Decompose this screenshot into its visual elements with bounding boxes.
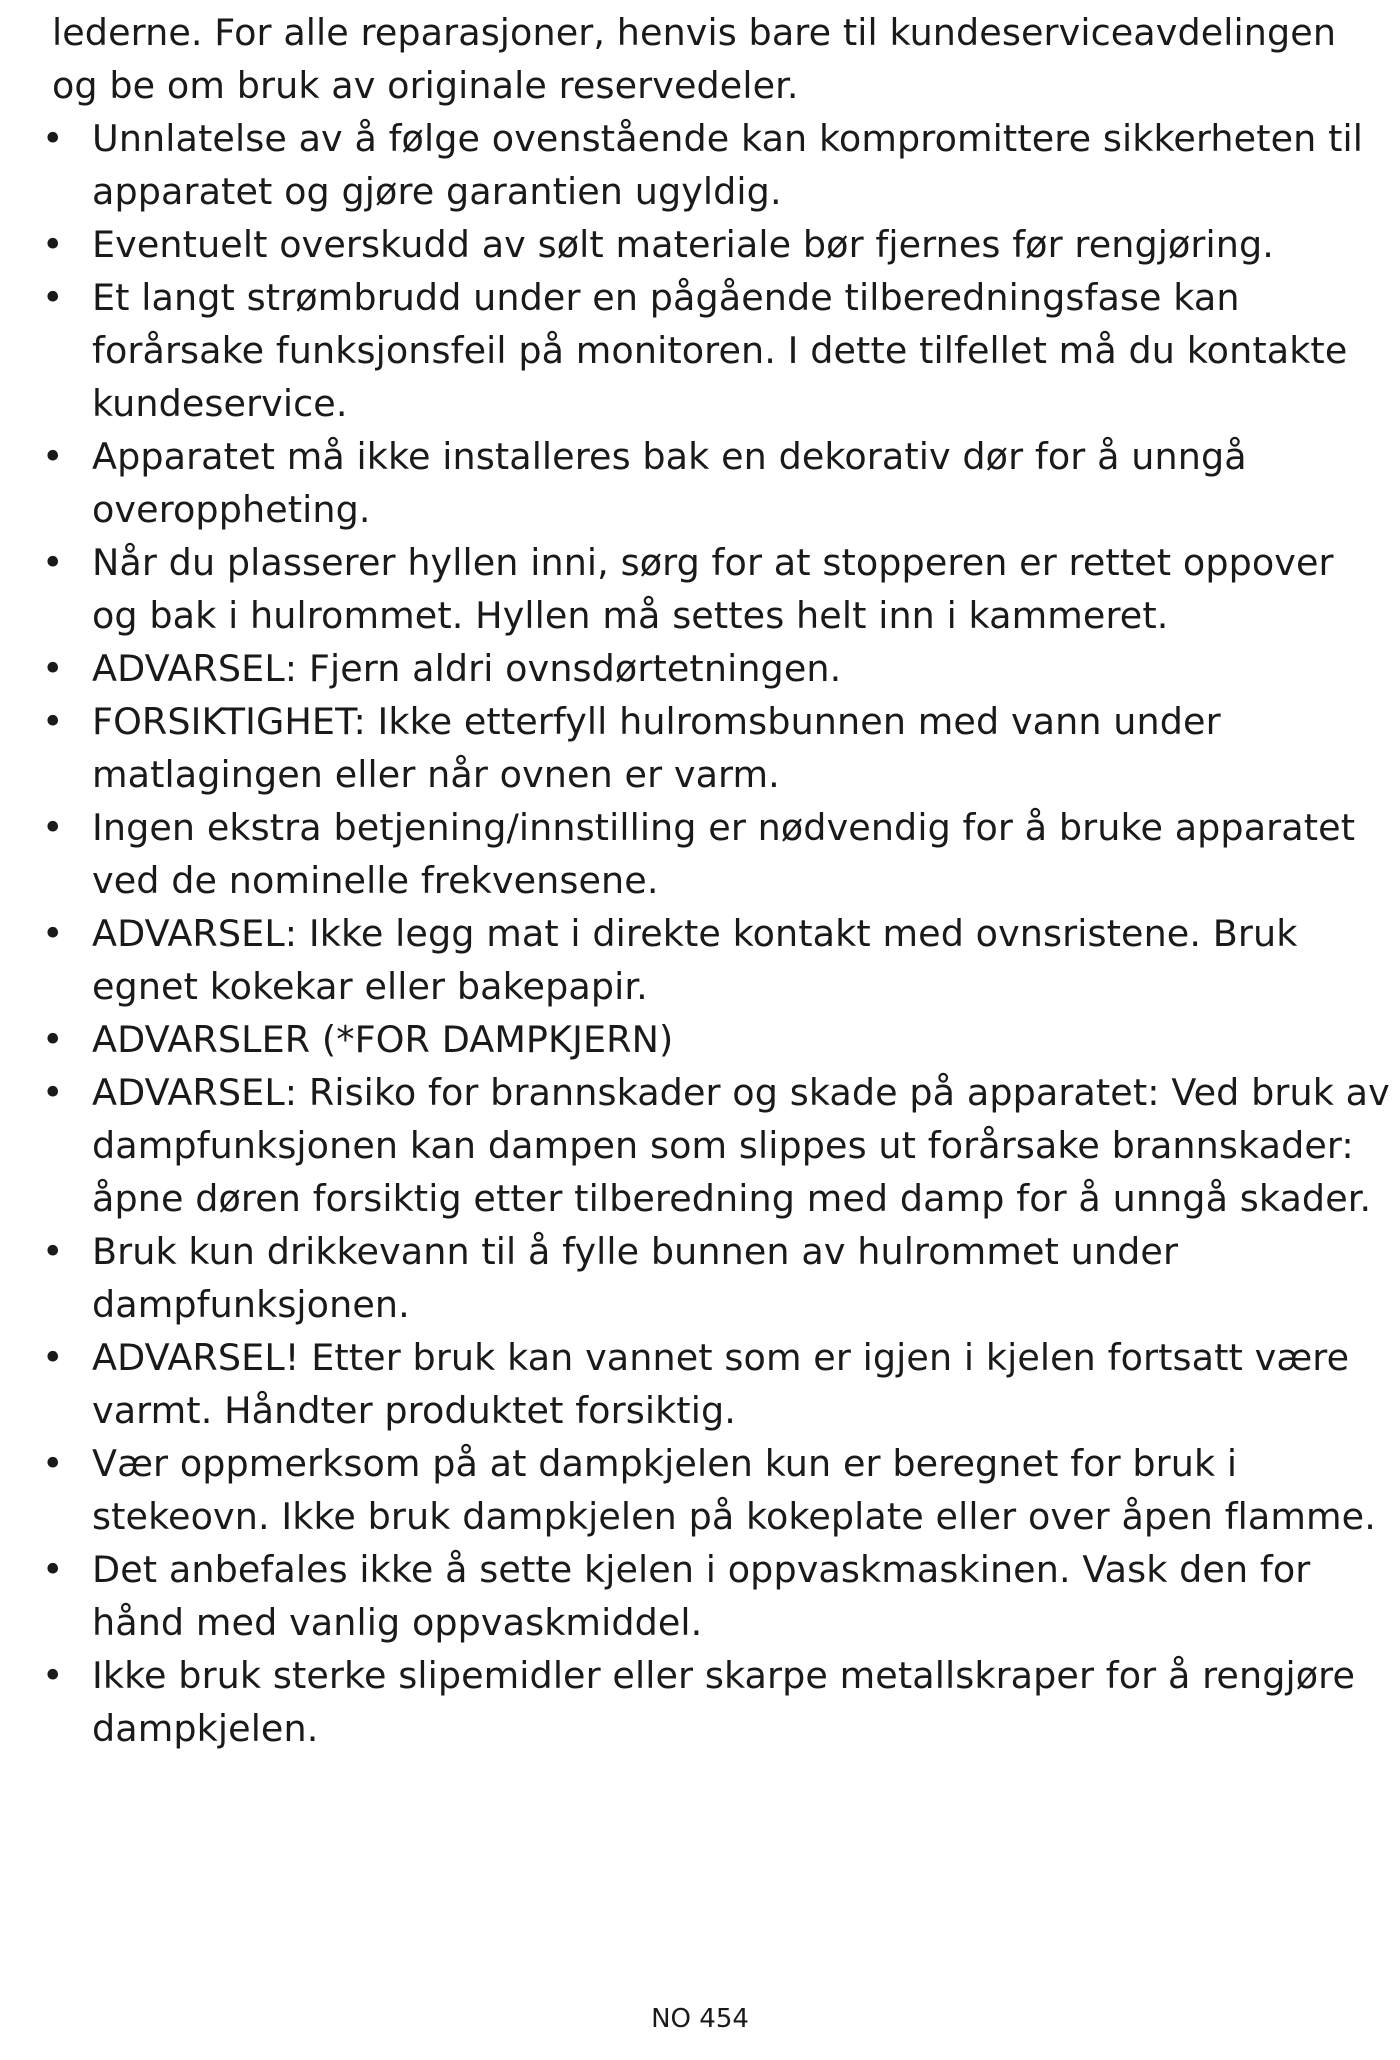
list-item: [40, 218, 1390, 271]
intro-continuation: lederne. For alle reparasjoner, henvis bare til kundeserviceavdelingen og be om bruk av originale reservedeler.: [52, 11, 1337, 107]
list-item: [40, 1649, 1390, 1755]
bullet-icon: •: [42, 647, 64, 690]
bullet-icon: •: [42, 435, 64, 478]
bullet-icon: •: [42, 1018, 64, 1061]
list-item-text: Apparatet må ikke installeres bak en dekorativ dør for å unngå overoppheting.: [92, 435, 1247, 531]
bullet-icon: •: [42, 223, 64, 266]
list-item: [40, 1013, 1390, 1066]
list-item-text: Ikke bruk sterke slipemidler eller skarpe metallskraper for å rengjøre dampkjelen.: [92, 1654, 1356, 1750]
bullet-icon: •: [42, 1442, 64, 1485]
list-item-text: Det anbefales ikke å sette kjelen i oppvaskmaskinen. Vask den for hånd med vanlig oppvaskmiddel.: [92, 1548, 1311, 1644]
list-item: [40, 1437, 1390, 1543]
list-item-text: Når du plasserer hyllen inni, sørg for at stopperen er rettet oppover og bak i hulrommet. Hyllen må settes helt inn i kammeret.: [92, 541, 1334, 637]
list-item: [40, 1543, 1390, 1649]
safety-instructions: [40, 6, 1390, 1755]
list-item-text: ADVARSLER (*FOR DAMPKJERN): [92, 1018, 674, 1061]
bullet-icon: •: [42, 276, 64, 319]
page-number: NO 454: [651, 2004, 749, 2034]
list-item-text: Vær oppmerksom på at dampkjelen kun er beregnet for bruk i stekeovn. Ikke bruk dampkjelen på kokeplate eller over åpen flamme.: [92, 1442, 1376, 1538]
bullet-icon: •: [42, 912, 64, 955]
list-item-text: Unnlatelse av å følge ovenstående kan kompromittere sikkerheten til apparatet og gjøre garantien ugyldig.: [92, 117, 1363, 213]
list-item-text: ADVARSEL! Etter bruk kan vannet som er igjen i kjelen fortsatt være varmt. Håndter produktet forsiktig.: [92, 1336, 1350, 1432]
list-item: [40, 430, 1390, 536]
list-item-text: ADVARSEL: Fjern aldri ovnsdørtetningen.: [92, 647, 842, 690]
list-item-text: FORSIKTIGHET: Ikke etterfyll hulromsbunnen med vann under matlagingen eller når ovnen er varm.: [92, 700, 1221, 796]
list-item-text: Bruk kun drikkevann til å fylle bunnen av hulrommet under dampfunksjonen.: [92, 1230, 1179, 1326]
bullet-icon: •: [42, 1230, 64, 1273]
list-item: [40, 801, 1390, 907]
list-item: [40, 1225, 1390, 1331]
list-item: [40, 112, 1390, 218]
list-item-text: Et langt strømbrudd under en pågående tilberedningsfase kan forårsake funksjonsfeil på monitoren. I dette tilfellet må du kontakte kundeservice.: [92, 276, 1348, 425]
bullet-icon: •: [42, 1548, 64, 1591]
list-item: [40, 695, 1390, 801]
list-item-text: ADVARSEL: Ikke legg mat i direkte kontakt med ovnsristene. Bruk egnet kokekar eller bakepapir.: [92, 912, 1298, 1008]
bullet-icon: •: [42, 1654, 64, 1697]
list-item-text: Ingen ekstra betjening/innstilling er nødvendig for å bruke apparatet ved de nominelle frekvensene.: [92, 806, 1356, 902]
list-item: [40, 271, 1390, 430]
bullet-icon: •: [42, 541, 64, 584]
list-item: [40, 907, 1390, 1013]
bullet-icon: •: [42, 1336, 64, 1379]
bullet-icon: •: [42, 117, 64, 160]
list-item-text: ADVARSEL: Risiko for brannskader og skade på apparatet: Ved bruk av dampfunksjonen kan dampen som slippes ut forårsake brannskader: åpne døren forsiktig etter tilberedning med damp for å unngå skader.: [92, 1071, 1390, 1220]
bullet-icon: •: [42, 700, 64, 743]
bullet-icon: •: [42, 1071, 64, 1114]
list-item: [40, 1066, 1390, 1225]
list-item: [40, 1331, 1390, 1437]
bullet-icon: •: [42, 806, 64, 849]
list-item-text: Eventuelt overskudd av sølt materiale bør fjernes før rengjøring.: [92, 223, 1274, 266]
list-item: [40, 642, 1390, 695]
list-item: [40, 536, 1390, 642]
